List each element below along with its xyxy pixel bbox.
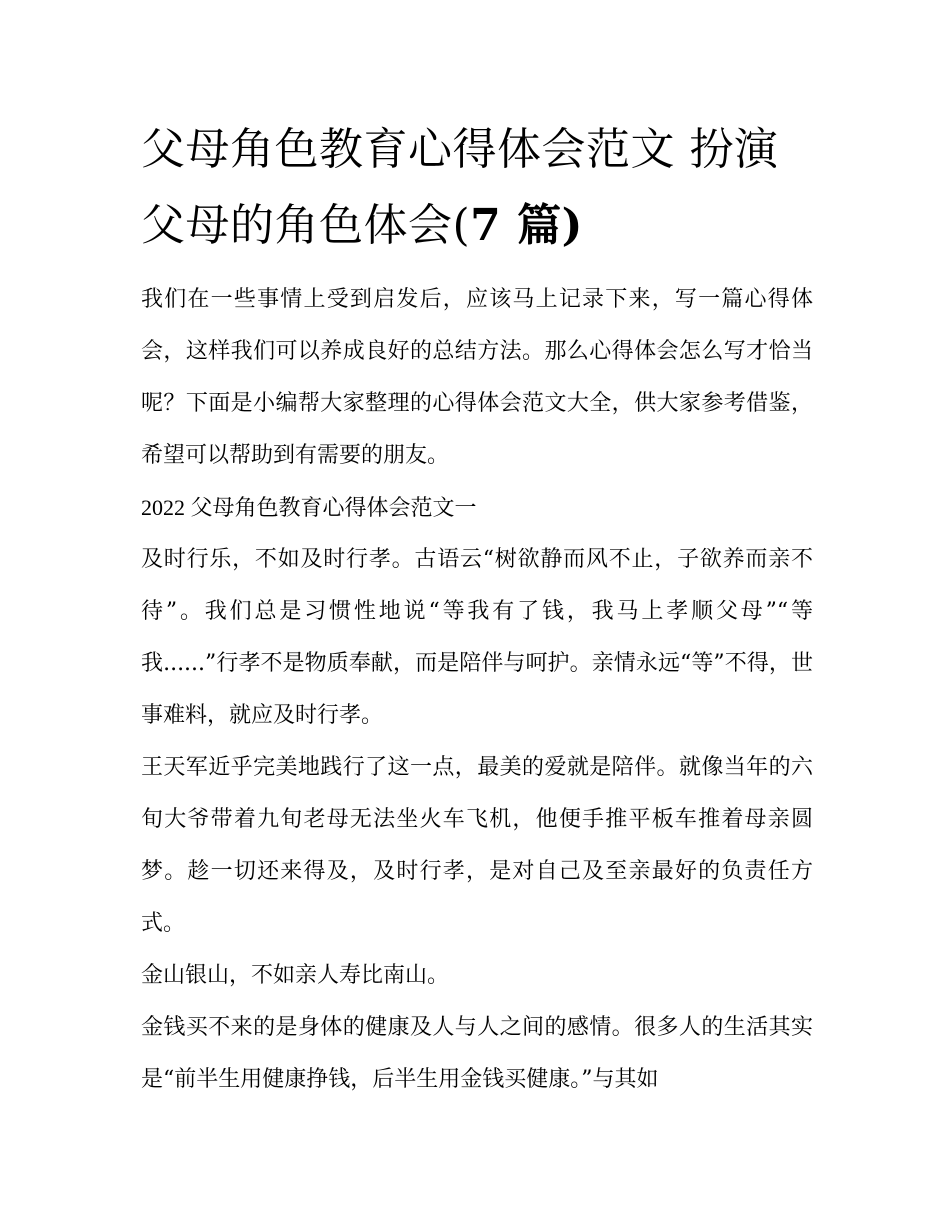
- body-paragraph: 金山银山，不如亲人寿比南山。: [141, 963, 450, 988]
- intro-paragraph: 我们在一些事情上受到启发后，应该马上记录下来，写一篇心得体会，这样我们可以养成良好的总结方法。那么心得体会怎么写才恰当呢？下面是小编帮大家整理的心得体会范文大全，供大家参考借鉴，希望可以帮助到有需要的朋友。: [141, 287, 813, 468]
- title-text-part2: 篇): [501, 200, 583, 251]
- document-title: [141, 112, 813, 264]
- body-paragraph: 及时行乐，不如及时行孝。古语云“树欲静而风不止，子欲养而亲不待”。我们总是习惯性地说“等我有了钱，我马上孝顺父母”“等我......”行孝不是物质奉献，而是陪伴与呵护。亲情永远“等”不得，世事难料，就应及时行孝。: [141, 547, 813, 728]
- section-heading: 2022 父母角色教育心得体会范文一: [141, 495, 477, 520]
- document-body: [141, 274, 813, 1106]
- title-text-part1: 父母角色教育心得体会范文 扮演父母的角色体会(: [141, 124, 779, 251]
- body-paragraph: 金钱买不来的是身体的健康及人与人之间的感情。很多人的生活其实是“前半生用健康挣钱，后半生用金钱买健康。”与其如: [141, 1015, 813, 1092]
- document-page: [141, 112, 813, 1106]
- body-paragraph: 王天军近乎完美地践行了这一点，最美的爱就是陪伴。就像当年的六旬大爷带着九旬老母无法坐火车飞机，他便手推平板车推着母亲圆梦。趁一切还来得及，及时行孝，是对自己及至亲最好的负责任方式。: [141, 755, 813, 936]
- title-number: 7: [470, 200, 502, 251]
